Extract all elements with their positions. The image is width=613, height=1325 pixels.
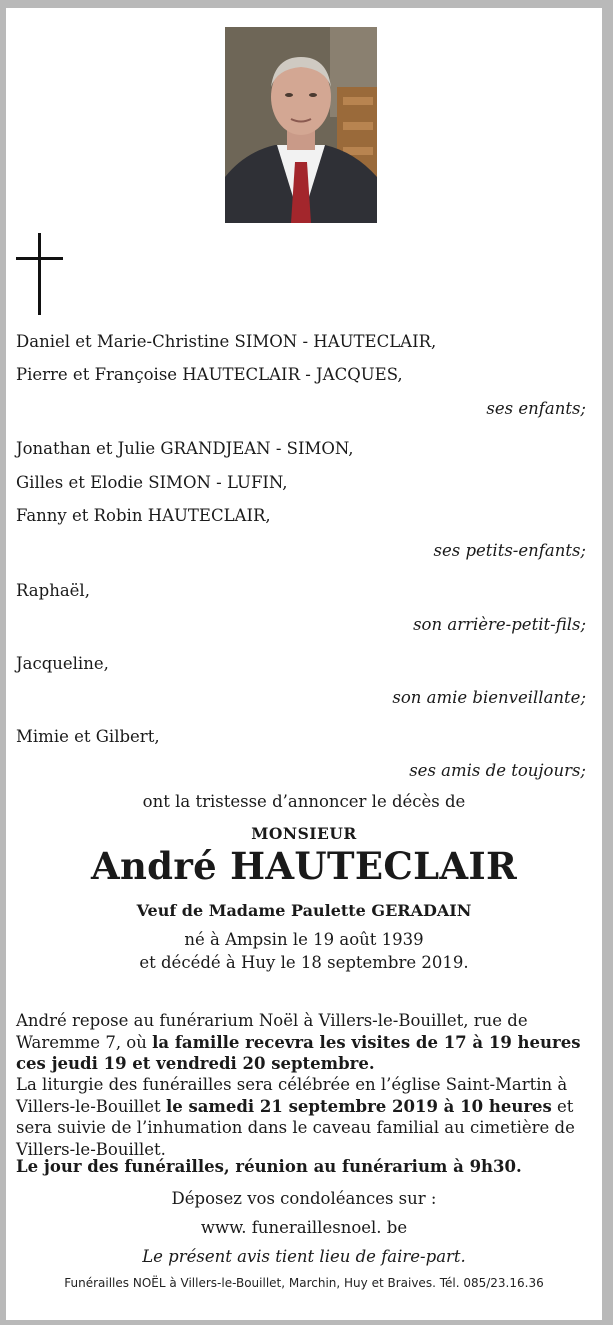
liturgy-date: le samedi 21 septembre 2019 à 10 heures bbox=[165, 1096, 552, 1116]
family-line: Jonathan et Julie GRANDJEAN - SIMON, bbox=[16, 439, 354, 458]
family-line: Gilles et Elodie SIMON - LUFIN, bbox=[16, 473, 288, 492]
family-role: son amie bienveillante; bbox=[392, 688, 586, 707]
condolences-line: Déposez vos condoléances sur : bbox=[171, 1189, 437, 1208]
portrait-photo bbox=[225, 27, 377, 223]
family-role: ses enfants; bbox=[486, 399, 586, 418]
website-link[interactable]: www. funeraillesnoel. be bbox=[200, 1218, 408, 1237]
cross-icon bbox=[16, 233, 66, 319]
obituary-page bbox=[6, 8, 602, 1320]
family-line: Jacqueline, bbox=[16, 654, 109, 673]
burial-text: et sera suivie de l’inhumation dans le caveau familial au cimetière de Villers-le-Bouillet. bbox=[16, 1096, 575, 1159]
birth-line: né à Ampsin le 19 août 1939 bbox=[184, 930, 424, 949]
liturgy-paragraph bbox=[16, 1074, 586, 1160]
liturgy-text: La liturgie des funérailles sera célébrée en l’église Saint-Martin à Villers-le-Bouillet bbox=[16, 1075, 568, 1116]
family-line: Daniel et Marie-Christine SIMON - HAUTECLAIR, bbox=[16, 332, 437, 351]
visitation-paragraph bbox=[16, 1010, 586, 1075]
honorific-title: MONSIEUR bbox=[251, 824, 357, 843]
visitation-text: André repose au funérarium Noël à Villers-le-Bouillet, rue de Waremme 7, où bbox=[16, 1011, 528, 1052]
family-line: Fanny et Robin HAUTECLAIR, bbox=[16, 506, 271, 525]
family-role: son arrière-petit-fils; bbox=[413, 615, 586, 634]
announcement-intro: ont la tristesse d’annoncer le décès de bbox=[142, 792, 466, 811]
family-role: ses petits-enfants; bbox=[433, 541, 586, 560]
deceased-name: André HAUTECLAIR bbox=[90, 844, 518, 888]
death-line: et décédé à Huy le 18 septembre 2019. bbox=[139, 953, 469, 972]
family-role: ses amis de toujours; bbox=[409, 761, 586, 780]
visitation-hours: la famille recevra les visites de 17 à 19 heures ces jeudi 19 et vendredi 20 septembre. bbox=[16, 1032, 581, 1073]
family-line: Raphaël, bbox=[16, 581, 90, 600]
notice-line: Le présent avis tient lieu de faire-part. bbox=[142, 1247, 466, 1266]
gathering-line: Le jour des funérailles, réunion au funérarium à 9h30. bbox=[16, 1157, 522, 1176]
widower-line: Veuf de Madame Paulette GERADAIN bbox=[136, 901, 472, 920]
family-line: Mimie et Gilbert, bbox=[16, 727, 160, 746]
family-line: Pierre et Françoise HAUTECLAIR - JACQUES, bbox=[16, 365, 403, 384]
footer-text: Funérailles NOËL à Villers-le-Bouillet, Marchin, Huy et Braives. Tél. 085/23.16.36 bbox=[64, 1276, 544, 1290]
